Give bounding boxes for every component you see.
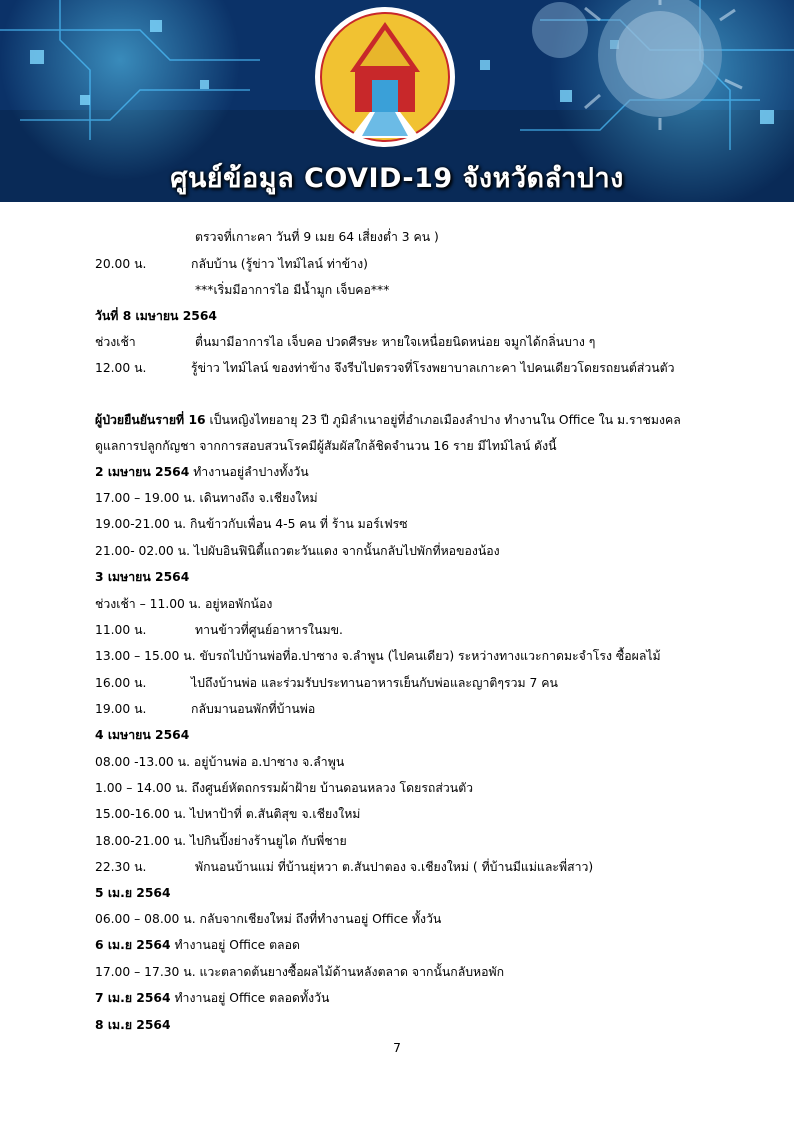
- timeline-line: [95, 229, 695, 245]
- date-heading: [95, 885, 715, 901]
- line-text: 17.00 – 17.30 น. แวะตลาดต้นยางซื้อผลไม้ด้านหลังตลาด จากนั้นกลับหอพัก: [95, 965, 505, 979]
- line-text: 13.00 – 15.00 น. ขับรถไปบ้านพ่อที่อ.ปาซาง จ.ลำพูน (ไปคนเดียว) ระหว่างทางแวะกาดมะจำโรง ซื้อผลไม้: [95, 649, 661, 663]
- line-text: [95, 937, 300, 953]
- date-label: 7 เม.ย 2564: [95, 991, 171, 1005]
- timeline-line: [95, 833, 715, 849]
- timeline-line: [95, 990, 715, 1006]
- date-heading: [95, 1017, 715, 1033]
- line-text: 17.00 – 19.00 น. เดินทางถึง จ.เชียงใหม่: [95, 491, 318, 505]
- line-detail: ทำงานอยู่ Office ตลอดทั้งวัน: [170, 991, 330, 1005]
- line-text: [95, 464, 309, 480]
- line-detail: ทำงานอยู่ Office ตลอด: [170, 938, 300, 952]
- timeline-line: [95, 516, 715, 532]
- line-text: ไปถึงบ้านพ่อ และร่วมรับประทานอาหารเย็นกับพ่อและญาติๆรวม 7 คน: [191, 676, 558, 690]
- line-text: กลับบ้าน (รู้ข่าว ไทม์ไลน์ ท่าข้าง): [191, 257, 368, 271]
- page-number: 7: [393, 1041, 401, 1055]
- timeline-line: [95, 754, 715, 770]
- line-text: 18.00-21.00 น. ไปกินปิ้งย่างร้านยูได กับพี่ชาย: [95, 834, 347, 848]
- line-text: 19.00-21.00 น. กินข้าวกับเพื่อน 4-5 คน ที่ ร้าน มอร์เฟรซ: [95, 517, 408, 531]
- line-text: ***เริ่มมีอาการไอ มีน้ำมูก เจ็บคอ***: [195, 283, 390, 297]
- timeline-line: [95, 911, 715, 927]
- timeline-line: [95, 490, 715, 506]
- timeline-line: [95, 334, 715, 350]
- line-time: 20.00 น.: [95, 257, 147, 271]
- line-text: [95, 412, 681, 428]
- timeline-line: [95, 282, 695, 298]
- timeline-line: [95, 464, 715, 480]
- timeline-line: [95, 596, 715, 612]
- banner-title: ศูนย์ข้อมูล COVID-19 จังหวัดลำปาง: [170, 163, 624, 194]
- timeline-line: [95, 964, 715, 980]
- line-time: 12.00 น.: [95, 361, 147, 375]
- timeline-line: [95, 780, 715, 796]
- date-label: 2 เมษายน 2564: [95, 465, 190, 479]
- line-text: ตรวจที่เกาะคา วันที่ 9 เมย 64 เสี่ยงต่ำ 3 คน ): [195, 230, 439, 244]
- timeline-line: [95, 675, 715, 691]
- line-text: พักนอนบ้านแม่ ที่บ้านยุ่หวา ต.สันปาตอง จ.เชียงใหม่ ( ที่บ้านมีแม่และพี่สาว): [195, 860, 594, 874]
- patient-description: เป็นหญิงไทยอายุ 23 ปี ภูมิลำเนาอยู่ที่อำเภอเมืองลำปาง ทำงานใน Office ใน ม.ราชมงคล: [205, 413, 681, 427]
- timeline-line: [95, 622, 715, 638]
- line-text: 08.00 -13.00 น. อยู่บ้านพ่อ อ.ปาซาง จ.ลำพูน: [95, 755, 345, 769]
- line-time: 16.00 น.: [95, 676, 147, 690]
- line-text: ทานข้าวที่ศูนย์อาหารในมข.: [195, 623, 343, 637]
- line-text: วันที่ 8 เมษายน 2564: [95, 309, 217, 323]
- line-text: 21.00- 02.00 น. ไปผับอินฟินิตี้แถวตะวันแดง จากนั้นกลับไปพักที่หอของน้อง: [95, 544, 500, 558]
- line-text: ตื่นมามีอาการไอ เจ็บคอ ปวดศีรษะ หายใจเหนื่อยนิดหน่อย จมูกได้กลิ่นบาง ๆ: [195, 335, 596, 349]
- patient-label: ผู้ป่วยยืนยันรายที่ 16: [95, 413, 206, 427]
- date-heading: [95, 308, 695, 324]
- line-text: 5 เม.ย 2564: [95, 886, 171, 900]
- line-text: 15.00-16.00 น. ไปหาป้าที่ ต.สันติสุข จ.เชียงใหม่: [95, 807, 361, 821]
- timeline-line: [95, 701, 715, 717]
- line-text: 4 เมษายน 2564: [95, 728, 190, 742]
- province-emblem: [315, 7, 455, 147]
- timeline-line: [95, 648, 735, 664]
- line-text: 3 เมษายน 2564: [95, 570, 190, 584]
- timeline-line: [95, 806, 715, 822]
- timeline-line: [95, 543, 715, 559]
- line-text: ช่วงเช้า – 11.00 น. อยู่หอพักน้อง: [95, 597, 273, 611]
- line-detail: ทำงานอยู่ลำปางทั้งวัน: [189, 465, 309, 479]
- line-text: 06.00 – 08.00 น. กลับจากเชียงใหม่ ถึงที่ทำงานอยู่ Office ทั้งวัน: [95, 912, 442, 926]
- line-time: ช่วงเช้า: [95, 335, 136, 349]
- timeline-line: [95, 256, 695, 272]
- date-heading: [95, 727, 715, 743]
- line-time: 19.00 น.: [95, 702, 147, 716]
- line-text: ดูแลการปลูกกัญชา จากการสอบสวนโรคมีผู้สัมผัสใกล้ชิดจำนวน 16 ราย มีไทม์ไลน์ ดังนี้: [95, 439, 557, 453]
- line-text: [95, 990, 329, 1006]
- line-time: 11.00 น.: [95, 623, 147, 637]
- timeline-line: [95, 937, 715, 953]
- line-text: 8 เม.ย 2564: [95, 1018, 171, 1032]
- date-label: 6 เม.ย 2564: [95, 938, 171, 952]
- line-text: รู้ข่าว ไทม์ไลน์ ของท่าข้าง จึงรีบไปตรวจที่โรงพยาบาลเกาะคา ไปคนเดียวโดยรถยนต์ส่วนตัว: [191, 361, 675, 375]
- line-time: 22.30 น.: [95, 860, 147, 874]
- date-heading: [95, 569, 715, 585]
- line-text: กลับมานอนพักที่บ้านพ่อ: [191, 702, 316, 716]
- patient-intro: [95, 412, 715, 428]
- line-text: 1.00 – 14.00 น. ถึงศูนย์หัตถกรรมผ้าฝ้าย บ้านดอนหลวง โดยรถส่วนตัว: [95, 781, 474, 795]
- timeline-line: [95, 859, 715, 875]
- timeline-line: [95, 438, 715, 454]
- header-banner: [0, 0, 794, 202]
- timeline-line: [95, 360, 715, 376]
